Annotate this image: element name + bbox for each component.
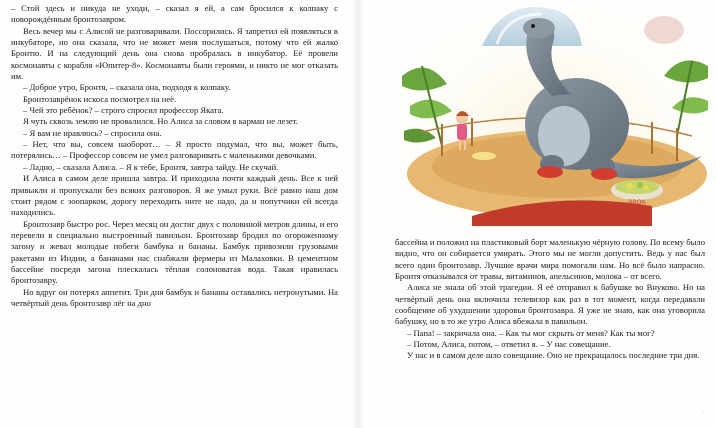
page-corner-mark-left: · xyxy=(10,410,12,416)
paragraph: Бронтозавр быстро рос. Через месяц он достиг двух с половиной метров длины, и его перевели в специально выстроенный павильон. Бронтозавр бродил по огороженному загону и жевал молодые побеги бамбука и бананы. Бамбук привозили грузовыми ракетами из Индии, а бананами нас снабжали фермеры из Малаховки. В цементном бассейне посреди загона плескалась тёплая солоноватая вода. Такая нравилась бронтозавру. xyxy=(11,218,338,286)
paragraph: – Ладно, – сказала Алиса. – Я к тебе, Бронтя, завтра зайду. Не скучай. xyxy=(23,161,279,172)
left-page-text xyxy=(11,3,338,309)
fruit-plate xyxy=(472,152,496,160)
slipper-left xyxy=(537,166,563,178)
small-dome xyxy=(644,16,684,44)
paragraph: – Я вам не нравлюсь? – спросила она. xyxy=(23,127,162,138)
dino-head xyxy=(523,18,555,38)
paragraph: Алиса не знала об этой трагедии. Я её отправил к бабушке во Внуково. Но на четвёртый день она включила телевизор как раз в тот момент, когда передавали сообщение об ухудшении здоровья бронтозавра. Я уже не знаю, как она уговорила бабушку, но в то же утро Алиса вбежала в павильон. xyxy=(395,282,705,327)
book-gutter xyxy=(352,0,364,428)
paragraph: И Алиса в самом деле пришла завтра. И приходила почти каждый день. Все к ней привыкли и пропускали без всяких разговоров. Я же умыл руки. Всё равно наш дом стоит рядом с зоопарком, дорогу переходить ните не надо, да и попутчики ей всегда находились. xyxy=(11,173,338,218)
paragraph: – Нет, что вы, совсем наоборот… – Я просто подумал, что вы, может быть, потерялись… – Профессор совсем не умел разговаривать с маленькими девочками. xyxy=(11,139,338,161)
food-bowl xyxy=(611,180,663,200)
paragraph: Но вдруг он потерял аппетит. Три дня бамбук и бананы оставались нетронутыми. На четвёртый день бронтозавр лёг на дно xyxy=(11,286,338,308)
paragraph: – Доброе утро, Бронтя, – сказала она, подходя к колпаку. xyxy=(23,82,231,93)
paragraph: Бронтозаврёнок искоса посмотрел на неё. xyxy=(23,93,177,104)
paragraph: У нас и в самом деле шло совещание. Оно не прекращалось последние три дня. xyxy=(407,350,700,361)
paragraph: – Папа! – закричала она. – Как ты мог скрыть от меня? Как ты мог? xyxy=(407,327,655,338)
dino-eye xyxy=(531,24,535,28)
right-page-text xyxy=(395,237,705,362)
page-corner-mark-right: · xyxy=(702,410,704,416)
brontosaurus-illustration xyxy=(402,6,708,226)
paragraph: Я чуть сквозь землю не провалился. Но Алиса за словом в карман не лезет. xyxy=(23,116,298,127)
paragraph: – Чей это ребёнок? – строго спросил профессор Яката. xyxy=(23,105,224,116)
paragraph: бассейна и положил на пластиковый борт маленькую чёрную голову. По всему было видно, что он собирается умирать. Этого мы не могли допустить. Ведь у нас был всего один бронтозавр. Лучшие врачи мира помогали нам. Но всё было напрасно. Бронтя отказывался от травы, витаминов, апельсинов, молока – от всего. xyxy=(395,237,705,282)
paragraph: – Стой здесь и никуда не уходи, – сказал я ей, а сам бросился к колпаку с новорождённым бронтозавром. xyxy=(11,3,338,25)
paragraph: – Потом, Алиса, потом, – ответил я. – У нас совещание. xyxy=(407,339,611,350)
slipper-right xyxy=(591,168,617,180)
bowl-label: BRON xyxy=(628,200,646,206)
paragraph: Весь вечер мы с Алисой не разговаривали. Поссорились. Я запретил ей появляться в инкубаторе, но она сказала, что не может меня послушаться, потому что ей жалко Бронтю. И на следующий день она снова пробралась в инкубатор. Её провели космонавты с корабля «Юпитер-8». Космонавты были героями, и никто не мог отказать им. xyxy=(11,25,338,82)
